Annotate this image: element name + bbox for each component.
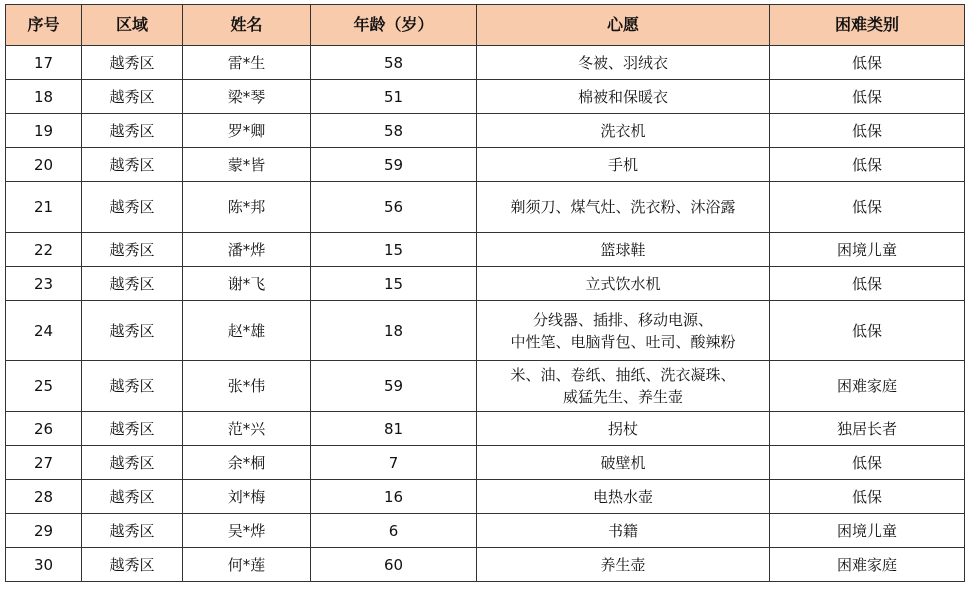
cell-age: 6 xyxy=(311,514,477,548)
cell-serial-number: 23 xyxy=(6,267,82,301)
cell-wish xyxy=(477,233,770,267)
cell-hardship-category: 低保 xyxy=(770,267,965,301)
cell-name: 何*莲 xyxy=(183,548,311,582)
cell-hardship-category: 困难家庭 xyxy=(770,548,965,582)
cell-serial-number: 18 xyxy=(6,80,82,114)
cell-hardship-category: 低保 xyxy=(770,182,965,233)
cell-age: 59 xyxy=(311,148,477,182)
table-row xyxy=(6,412,965,446)
wish-line: 分线器、插排、移动电源、 xyxy=(532,310,713,329)
header-age: 年龄（岁） xyxy=(311,5,477,46)
cell-hardship-category: 低保 xyxy=(770,480,965,514)
header-hardship-category: 困难类别 xyxy=(770,5,965,46)
cell-wish xyxy=(477,182,770,233)
wish-line: 冬被、羽绒衣 xyxy=(577,53,668,72)
table-header-row xyxy=(6,5,965,46)
cell-hardship-category: 低保 xyxy=(770,46,965,80)
cell-age: 15 xyxy=(311,267,477,301)
cell-age: 51 xyxy=(311,80,477,114)
cell-name: 梁*琴 xyxy=(183,80,311,114)
table-row xyxy=(6,46,965,80)
cell-hardship-category: 困难家庭 xyxy=(770,361,965,412)
cell-hardship-category: 困境儿童 xyxy=(770,514,965,548)
cell-serial-number: 26 xyxy=(6,412,82,446)
cell-name: 范*兴 xyxy=(183,412,311,446)
wish-line: 篮球鞋 xyxy=(600,240,646,259)
cell-wish xyxy=(477,412,770,446)
table-row xyxy=(6,514,965,548)
cell-name: 吴*烨 xyxy=(183,514,311,548)
cell-wish xyxy=(477,80,770,114)
cell-serial-number: 25 xyxy=(6,361,82,412)
cell-hardship-category: 低保 xyxy=(770,148,965,182)
wish-line: 破壁机 xyxy=(600,453,646,472)
cell-wish xyxy=(477,446,770,480)
cell-name: 余*桐 xyxy=(183,446,311,480)
table-row xyxy=(6,182,965,233)
cell-serial-number: 21 xyxy=(6,182,82,233)
cell-serial-number: 22 xyxy=(6,233,82,267)
cell-area: 越秀区 xyxy=(82,267,183,301)
wish-line: 剃须刀、煤气灶、洗衣粉、沐浴露 xyxy=(510,198,736,216)
table-row xyxy=(6,148,965,182)
wish-list-table xyxy=(5,4,965,582)
cell-name: 蒙*皆 xyxy=(183,148,311,182)
cell-area: 越秀区 xyxy=(82,80,183,114)
wish-line: 手机 xyxy=(607,155,638,174)
cell-wish xyxy=(477,46,770,80)
cell-age: 15 xyxy=(311,233,477,267)
cell-wish xyxy=(477,514,770,548)
cell-wish xyxy=(477,267,770,301)
cell-area: 越秀区 xyxy=(82,114,183,148)
cell-serial-number: 29 xyxy=(6,514,82,548)
cell-area: 越秀区 xyxy=(82,446,183,480)
cell-age: 58 xyxy=(311,46,477,80)
cell-name: 陈*邦 xyxy=(183,182,311,233)
cell-name: 张*伟 xyxy=(183,361,311,412)
cell-hardship-category: 低保 xyxy=(770,301,965,361)
cell-wish xyxy=(477,548,770,582)
header-wish: 心愿 xyxy=(477,5,770,46)
cell-area: 越秀区 xyxy=(82,46,183,80)
cell-area: 越秀区 xyxy=(82,480,183,514)
cell-wish xyxy=(477,301,770,361)
cell-age: 56 xyxy=(311,182,477,233)
table-row xyxy=(6,480,965,514)
cell-wish xyxy=(477,114,770,148)
cell-age: 58 xyxy=(311,114,477,148)
cell-age: 59 xyxy=(311,361,477,412)
cell-name: 罗*卿 xyxy=(183,114,311,148)
wish-line: 书籍 xyxy=(607,521,638,540)
cell-wish xyxy=(477,148,770,182)
cell-wish xyxy=(477,480,770,514)
cell-hardship-category: 低保 xyxy=(770,114,965,148)
wish-line: 养生壶 xyxy=(600,555,646,574)
header-name: 姓名 xyxy=(183,5,311,46)
cell-age: 7 xyxy=(311,446,477,480)
table-row xyxy=(6,548,965,582)
cell-area: 越秀区 xyxy=(82,148,183,182)
cell-serial-number: 19 xyxy=(6,114,82,148)
cell-serial-number: 17 xyxy=(6,46,82,80)
table-row xyxy=(6,446,965,480)
wish-line: 中性笔、电脑背包、吐司、酸辣粉 xyxy=(510,332,736,351)
header-area: 区域 xyxy=(82,5,183,46)
wish-line: 电热水壶 xyxy=(592,487,653,506)
cell-age: 60 xyxy=(311,548,477,582)
wish-line: 棉被和保暖衣 xyxy=(577,87,668,106)
wish-line: 米、油、卷纸、抽纸、洗衣凝珠、 xyxy=(510,366,736,384)
cell-area: 越秀区 xyxy=(82,514,183,548)
cell-area: 越秀区 xyxy=(82,182,183,233)
table-row xyxy=(6,361,965,412)
header-serial-number: 序号 xyxy=(6,5,82,46)
cell-serial-number: 24 xyxy=(6,301,82,361)
cell-name: 赵*雄 xyxy=(183,301,311,361)
cell-name: 谢*飞 xyxy=(183,267,311,301)
wish-line: 拐杖 xyxy=(607,419,638,438)
cell-age: 81 xyxy=(311,412,477,446)
cell-hardship-category: 低保 xyxy=(770,80,965,114)
cell-serial-number: 27 xyxy=(6,446,82,480)
wish-line: 威猛先生、养生壶 xyxy=(562,388,683,406)
cell-hardship-category: 低保 xyxy=(770,446,965,480)
table-row xyxy=(6,301,965,361)
table-row xyxy=(6,114,965,148)
cell-name: 雷*生 xyxy=(183,46,311,80)
cell-serial-number: 28 xyxy=(6,480,82,514)
cell-area: 越秀区 xyxy=(82,301,183,361)
cell-hardship-category: 独居长者 xyxy=(770,412,965,446)
cell-area: 越秀区 xyxy=(82,548,183,582)
table-row xyxy=(6,80,965,114)
table-row xyxy=(6,233,965,267)
cell-age: 18 xyxy=(311,301,477,361)
wish-line: 立式饮水机 xyxy=(585,274,661,293)
cell-name: 刘*梅 xyxy=(183,480,311,514)
cell-name: 潘*烨 xyxy=(183,233,311,267)
table-row xyxy=(6,267,965,301)
wish-line: 洗衣机 xyxy=(600,121,646,140)
cell-area: 越秀区 xyxy=(82,412,183,446)
cell-age: 16 xyxy=(311,480,477,514)
cell-area: 越秀区 xyxy=(82,361,183,412)
cell-wish xyxy=(477,361,770,412)
cell-serial-number: 20 xyxy=(6,148,82,182)
cell-hardship-category: 困境儿童 xyxy=(770,233,965,267)
cell-serial-number: 30 xyxy=(6,548,82,582)
cell-area: 越秀区 xyxy=(82,233,183,267)
